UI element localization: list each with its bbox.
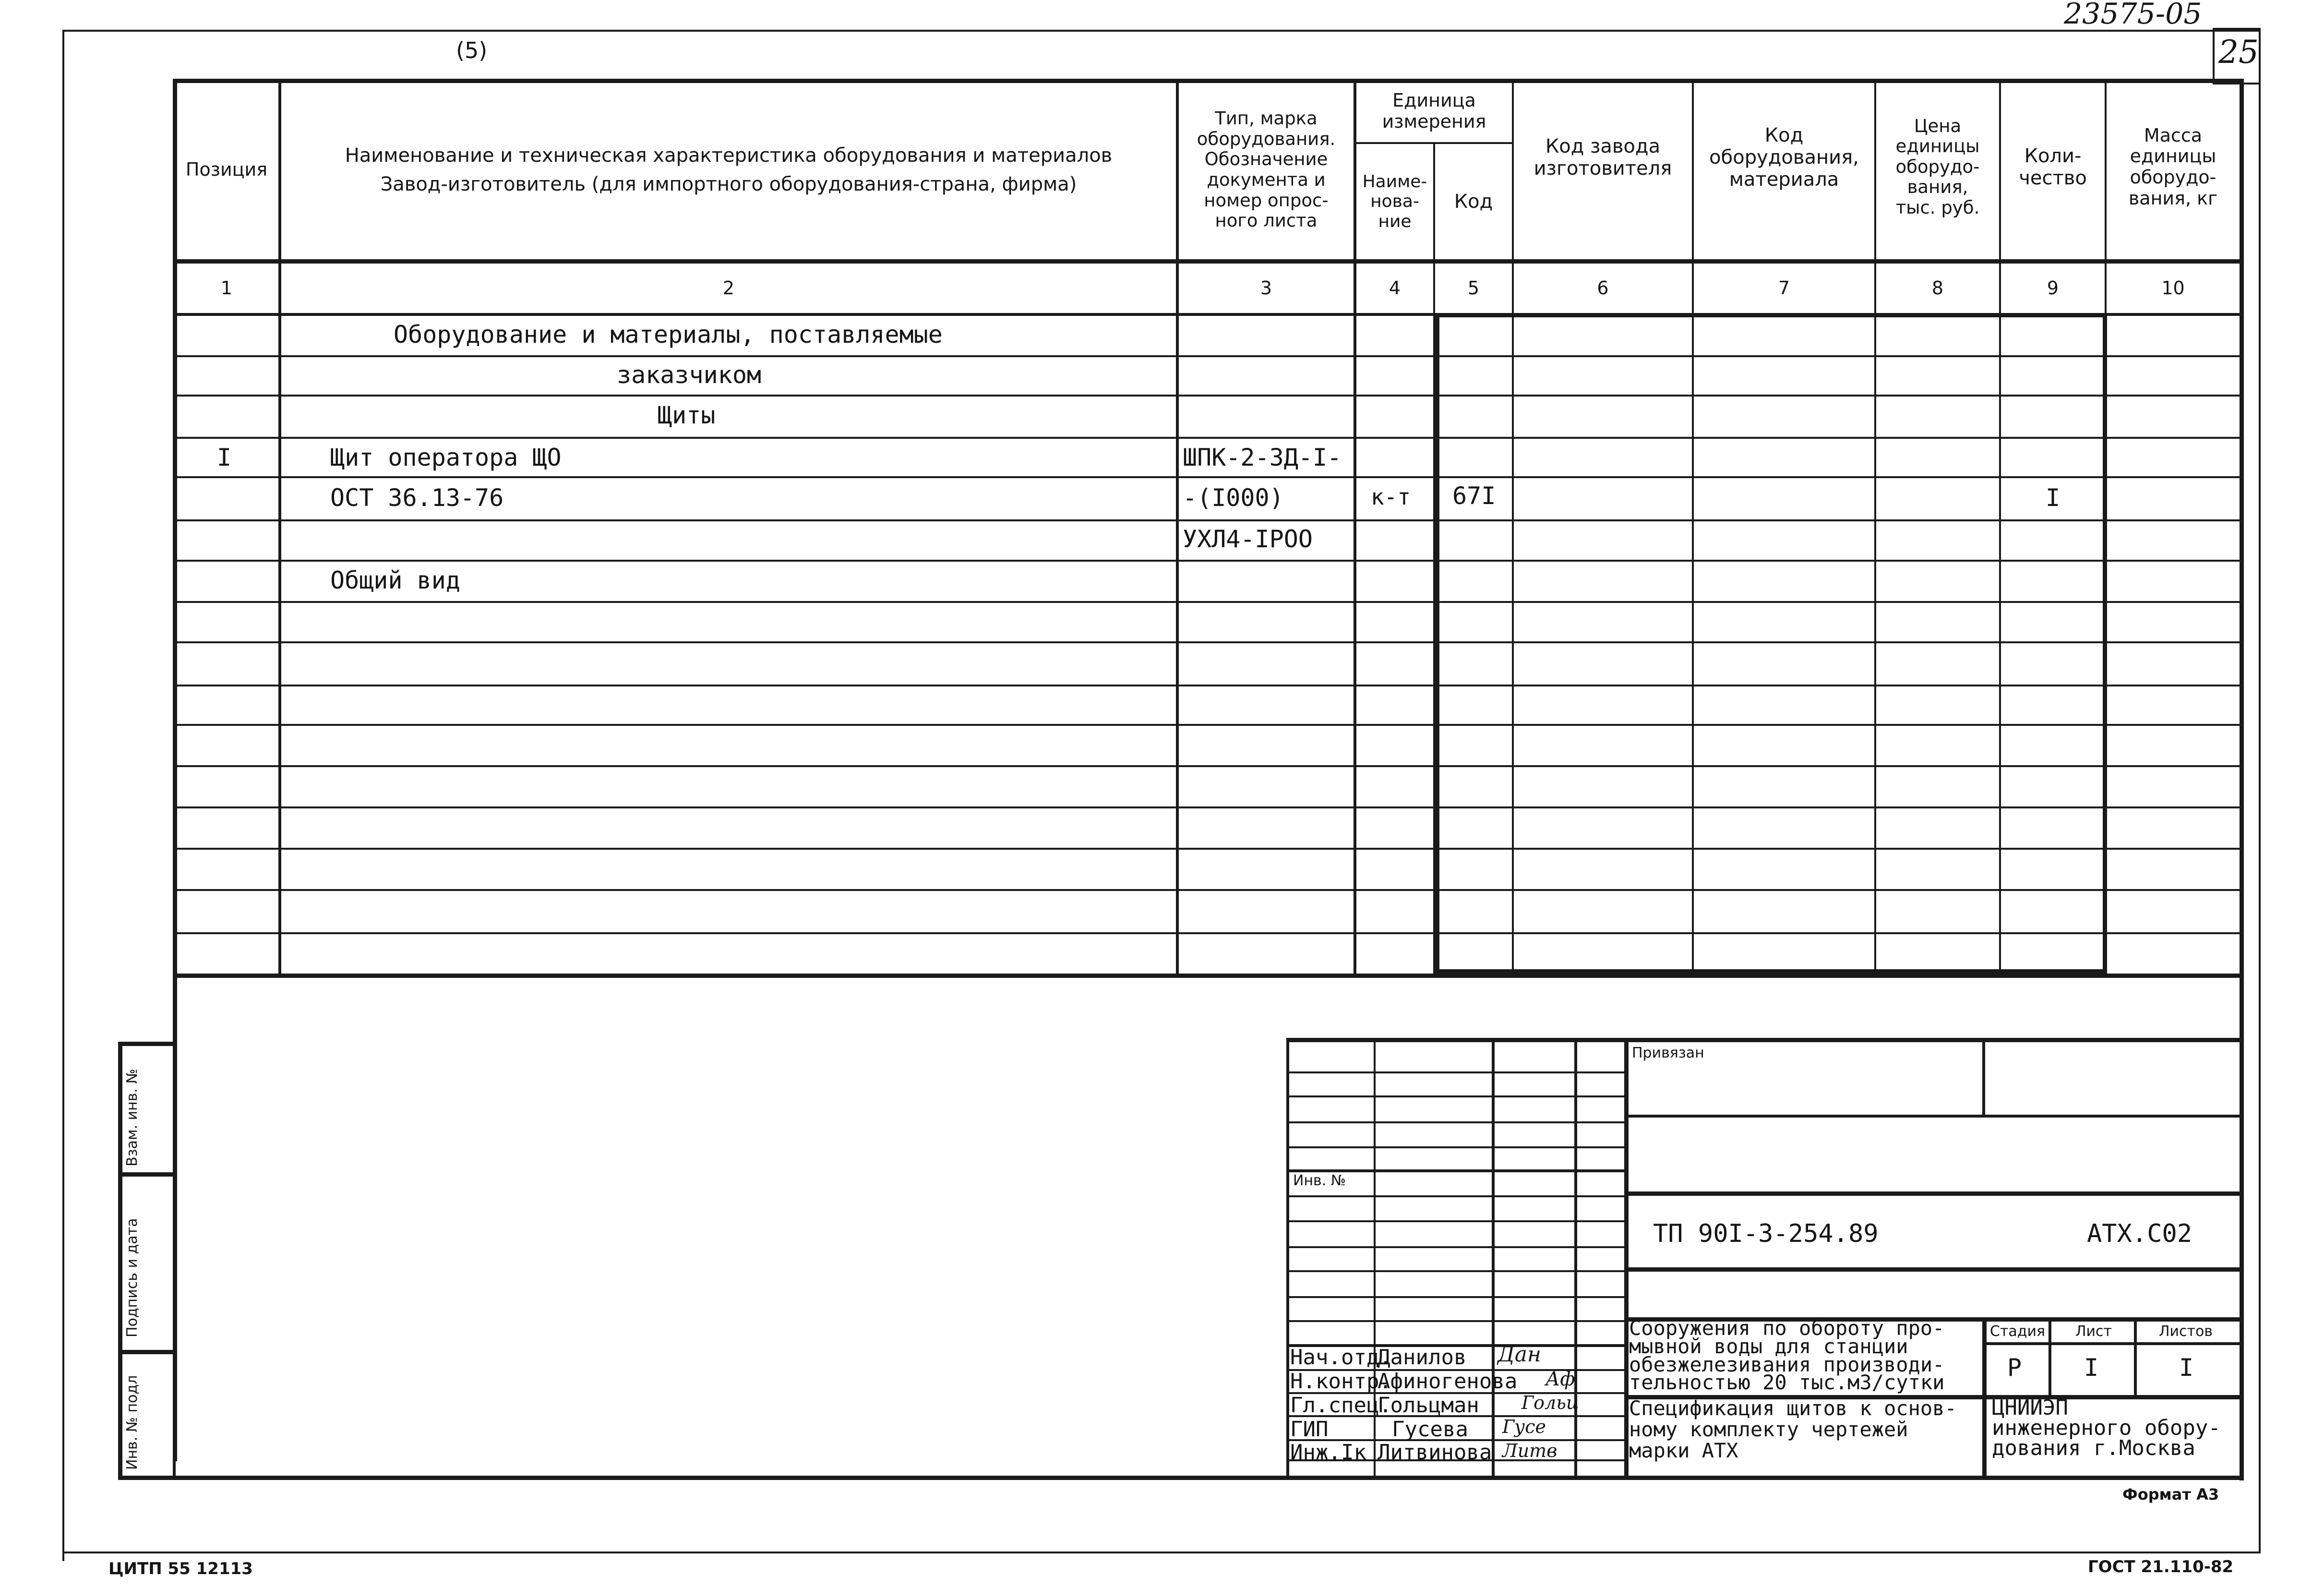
stamp-zam-inv: Взам. инв. № [124,1069,141,1167]
staff-name: Данилов [1378,1345,1467,1370]
project-title: Сооружения по обороту про- мывной воды для станции обезжелезивания производи- тельностью 20 тыс.м3/сутки [1629,1316,1945,1395]
col-number: 9 [2047,277,2059,299]
staff-role: ГИП [1290,1417,1329,1442]
table-row-name: Общий вид [330,566,460,594]
staff-name: Гольцман [1378,1393,1479,1418]
sheet-number: 25 [2218,34,2259,71]
header-unit-name: Наиме- нова- ние [1362,171,1427,231]
col-number: 5 [1467,277,1480,299]
sheet-marker: (5) [456,37,488,63]
doc-code: ТП 90I-3-254.89 [1653,1219,1879,1248]
staff-signature: Гольц [1521,1392,1579,1413]
table-row-pos: I [217,444,232,471]
header-type: Тип, марка оборудования. Обозначение документа и номер опрос- ного листа [1197,108,1336,231]
lists-value: I [2179,1354,2194,1382]
table-row-name: Оборудование и материалы, поставляемые [394,321,943,349]
header-name: Наименование и техническая характеристика оборудования и материалов Завод-изготовитель (для импортного оборудования-страна, фирма) [345,144,1113,195]
staff-role: Гл.спец. [1290,1393,1392,1418]
body-highlight-box [1435,313,2107,974]
doc-mark: АТХ.С02 [2087,1219,2192,1248]
header-position: Позиция [185,159,268,180]
staff-signature: Гусе [1502,1416,1546,1437]
list-value: I [2084,1354,2099,1382]
staff-name: Литвинова [1378,1440,1492,1465]
table-row-type: ШПК-2-3Д-I- [1183,444,1342,471]
bottom-right-code: ГОСТ 21.110-82 [2088,1557,2234,1576]
table-row-type: -(I000) [1183,484,1284,512]
col-number: 4 [1389,277,1401,299]
stamp-podpis: Подпись и дата [124,1218,141,1337]
col-number: 2 [722,277,735,299]
col-number: 3 [1260,277,1272,299]
list-header: Лист [2075,1323,2112,1340]
staff-role: Инж.Iк [1290,1440,1366,1465]
table-row-name: заказчиком [617,361,762,389]
staff-role: Нач.отд. [1290,1345,1392,1370]
stamp-inv-podl: Инв. № подл [124,1375,141,1470]
stage-value: Р [2007,1354,2022,1382]
header-unit-code: Код [1454,191,1493,213]
header-factory-code: Код завода изготовителя [1533,135,1672,180]
table-row-unit: к-т [1371,484,1411,510]
col-number: 10 [2161,277,2185,299]
stage-header: Стадия [1990,1323,2046,1340]
staff-name: Гусева [1392,1417,1468,1442]
bottom-left-code: ЦИТП 55 12113 [108,1559,253,1578]
table-row-name: Щит оператора ЩО [330,444,562,471]
header-equip-code: Код оборудования, материала [1709,124,1859,191]
col-number: 6 [1597,277,1609,299]
staff-signature: Аф [1545,1368,1575,1390]
sheet-title: Спецификация щитов к основ- ному комплекту чертежей марки АТХ [1629,1396,1957,1463]
col-number: 8 [1931,277,1944,299]
lists-header: Листов [2159,1323,2213,1340]
table-row-type: УХЛ4-IРОО [1183,525,1313,553]
table-row-name: ОСТ 36.13-76 [330,484,504,512]
format-label: Формат А3 [2122,1485,2219,1504]
staff-role: Н.контр. [1290,1369,1392,1394]
header-price: Цена единицы оборудо- вания, тыс. руб. [1895,115,1980,218]
staff-signature: Литв [1502,1440,1557,1461]
table-row-name: Щиты [658,401,716,429]
inv-no-label: Инв. № [1293,1172,1346,1189]
privyazan-label: Привязан [1632,1045,1704,1061]
col-number: 1 [220,277,233,299]
org-name: ЦНИИЭП инженерного обору- дования г.Москва [1992,1396,2221,1460]
table-row-code: 67I [1452,482,1496,510]
sheet-code: 23575-05 [2064,0,2202,31]
header-qty: Коли- чество [2019,145,2087,189]
staff-signature: Дан [1497,1342,1541,1367]
col-number: 7 [1778,277,1790,299]
staff-name: Афиногенова [1378,1369,1518,1394]
header-mass: Масса единицы оборудо- вания, кг [2128,124,2218,209]
header-unit: Единица измерения [1382,90,1486,132]
table-row-qty: I [2046,484,2060,512]
